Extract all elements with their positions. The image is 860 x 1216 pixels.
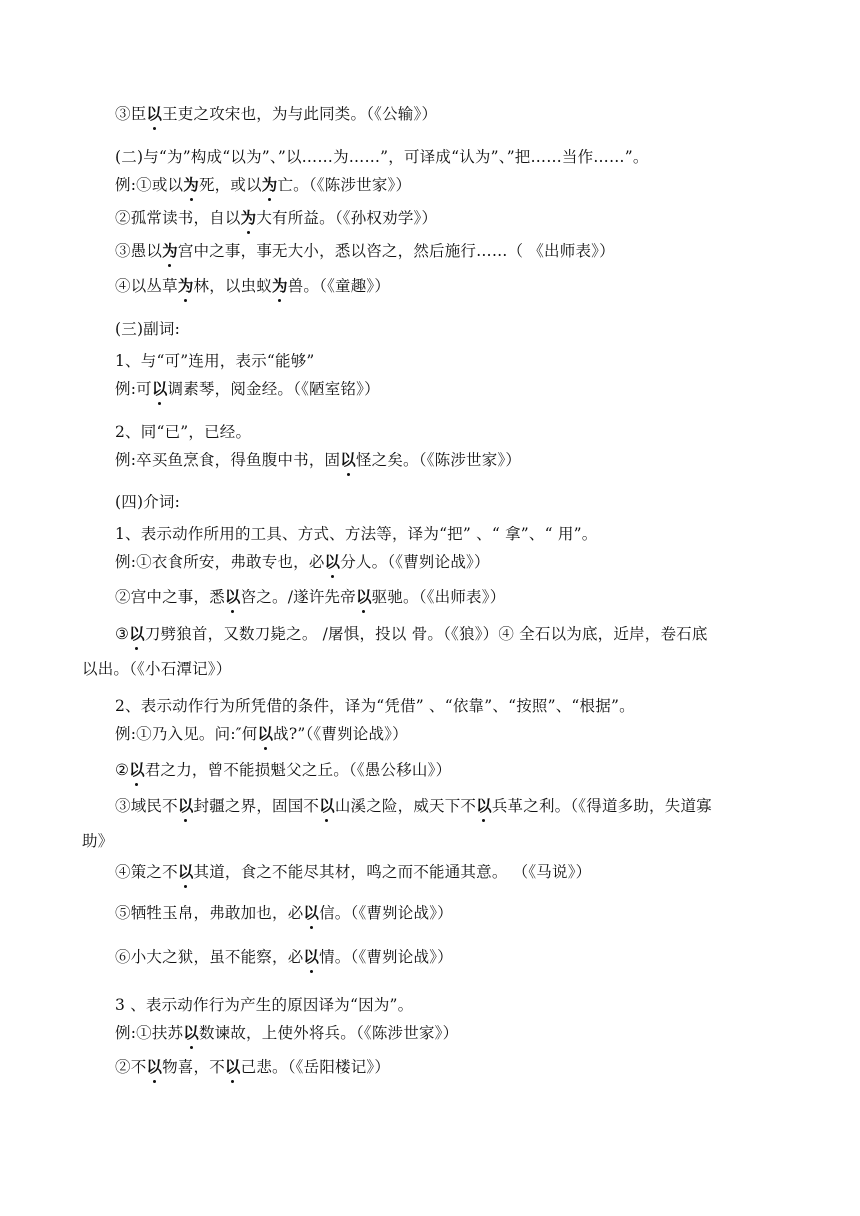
text-line: ②孤常读书，自以为大有所益。（《孙权劝学》） xyxy=(115,209,438,227)
keyword-yi: 以 xyxy=(151,380,168,398)
text-line: 以出。（《小石潭记》） xyxy=(82,660,232,678)
text-line: 例:可以调素琴，阅金经。（《陋室铭》） xyxy=(115,380,380,398)
text-line: ②以君之力，曾不能损魁父之丘。（《愚公移山》） xyxy=(115,761,452,779)
text-line: ②不以物喜，不以己悲。（《岳阳楼记》） xyxy=(115,1058,391,1076)
subheading: 2、同“已”，已经。 xyxy=(115,423,252,441)
text-line: 例:①衣食所安，弗敢专也，必以分人。（《曹刿论战》） xyxy=(115,553,490,571)
keyword-yi: 以 xyxy=(224,1058,241,1076)
keyword-yi: 以 xyxy=(340,451,356,469)
keyword-yi: 以 xyxy=(319,797,335,815)
subheading: 3 、表示动作行为产生的原因译为“因为”。 xyxy=(115,996,414,1014)
text-line: ③臣以王吏之攻宋也，为与此同类。（《公输》） xyxy=(115,105,438,123)
text-line: ⑥小大之狱，虽不能察，必以情。（《曹刿论战》） xyxy=(115,948,453,966)
text-line: 助》 xyxy=(82,832,114,850)
section-heading: (二)与“为”构成“以为”、”以……为……”，可译成“认为”、”把……当作……”。 xyxy=(115,148,649,166)
keyword-yi: 以 xyxy=(224,588,241,606)
keyword-yi: 以 xyxy=(177,863,194,881)
text-line: ③以刀劈狼首，又数刀毙之。 /屠惧，投以 骨。（《狼》）④ 全石以为底，近岸，卷石底 xyxy=(115,625,708,643)
text-line: ③域民不以封疆之界，固国不以山溪之险，威天下不以兵革之利。（《得道多助，失道寡 xyxy=(115,797,712,815)
keyword-yi: 以 xyxy=(303,904,320,922)
text-line: ③愚以为宫中之事，事无大小，悉以咨之，然后施行……（ 《出师表》） xyxy=(115,242,615,260)
subheading: 1、表示动作所用的工具、方式、方法等，译为“把” 、“ 拿”、“ 用”。 xyxy=(115,525,598,543)
keyword-yi: 以 xyxy=(257,725,274,743)
keyword-yi: 以 xyxy=(324,553,341,571)
keyword-yi: 以 xyxy=(355,588,372,606)
keyword-yi: 以 xyxy=(146,1058,163,1076)
text-line: 例:①乃入见。问:″何以战?”（《曹刿论战》） xyxy=(115,725,408,743)
keyword-wei: 为 xyxy=(162,242,178,260)
keyword-yi: 以 xyxy=(177,797,194,815)
keyword-wei: 为 xyxy=(183,176,199,194)
keyword-yi: 以 xyxy=(476,797,492,815)
keyword-wei: 为 xyxy=(261,176,278,194)
text-line: ②宫中之事，悉以咨之。/遂许先帝以驱驰。（《出师表》） xyxy=(115,588,506,606)
subheading: 1、与“可”连用，表示“能够” xyxy=(115,352,315,370)
keyword-yi: 以 xyxy=(129,761,145,779)
keyword-yi: 以 xyxy=(303,948,320,966)
keyword-wei: 为 xyxy=(272,277,288,295)
text-line: 例:①或以为死，或以为亡。（《陈涉世家》） xyxy=(115,176,412,194)
text-line: ④以丛草为林，以虫蚁为兽。（《童趣》） xyxy=(115,277,391,295)
text-line: ④策之不以其道，食之不能尽其材，鸣之而不能通其意。 （《马说》） xyxy=(115,863,592,881)
section-heading: (三)副词: xyxy=(115,320,181,338)
text-line: 例:①扶苏以数谏故，上使外将兵。（《陈涉世家》） xyxy=(115,1024,459,1042)
text-line: 例:卒买鱼烹食，得鱼腹中书，固以怪之矣。（《陈涉世家》） xyxy=(115,451,522,469)
keyword-yi: 以 xyxy=(183,1024,199,1042)
keyword-yi: 以 xyxy=(129,625,145,643)
subheading: 2、表示动作行为所凭借的条件，译为“凭借” 、“依靠”、“按照”、“根据”。 xyxy=(115,697,635,715)
keyword-yi: 以 xyxy=(146,105,163,123)
keyword-wei: 为 xyxy=(240,209,257,227)
section-heading: (四)介词: xyxy=(115,493,181,511)
text-line: ⑤牺牲玉帛，弗敢加也，必以信。（《曹刿论战》） xyxy=(115,904,453,922)
keyword-wei: 为 xyxy=(177,277,194,295)
